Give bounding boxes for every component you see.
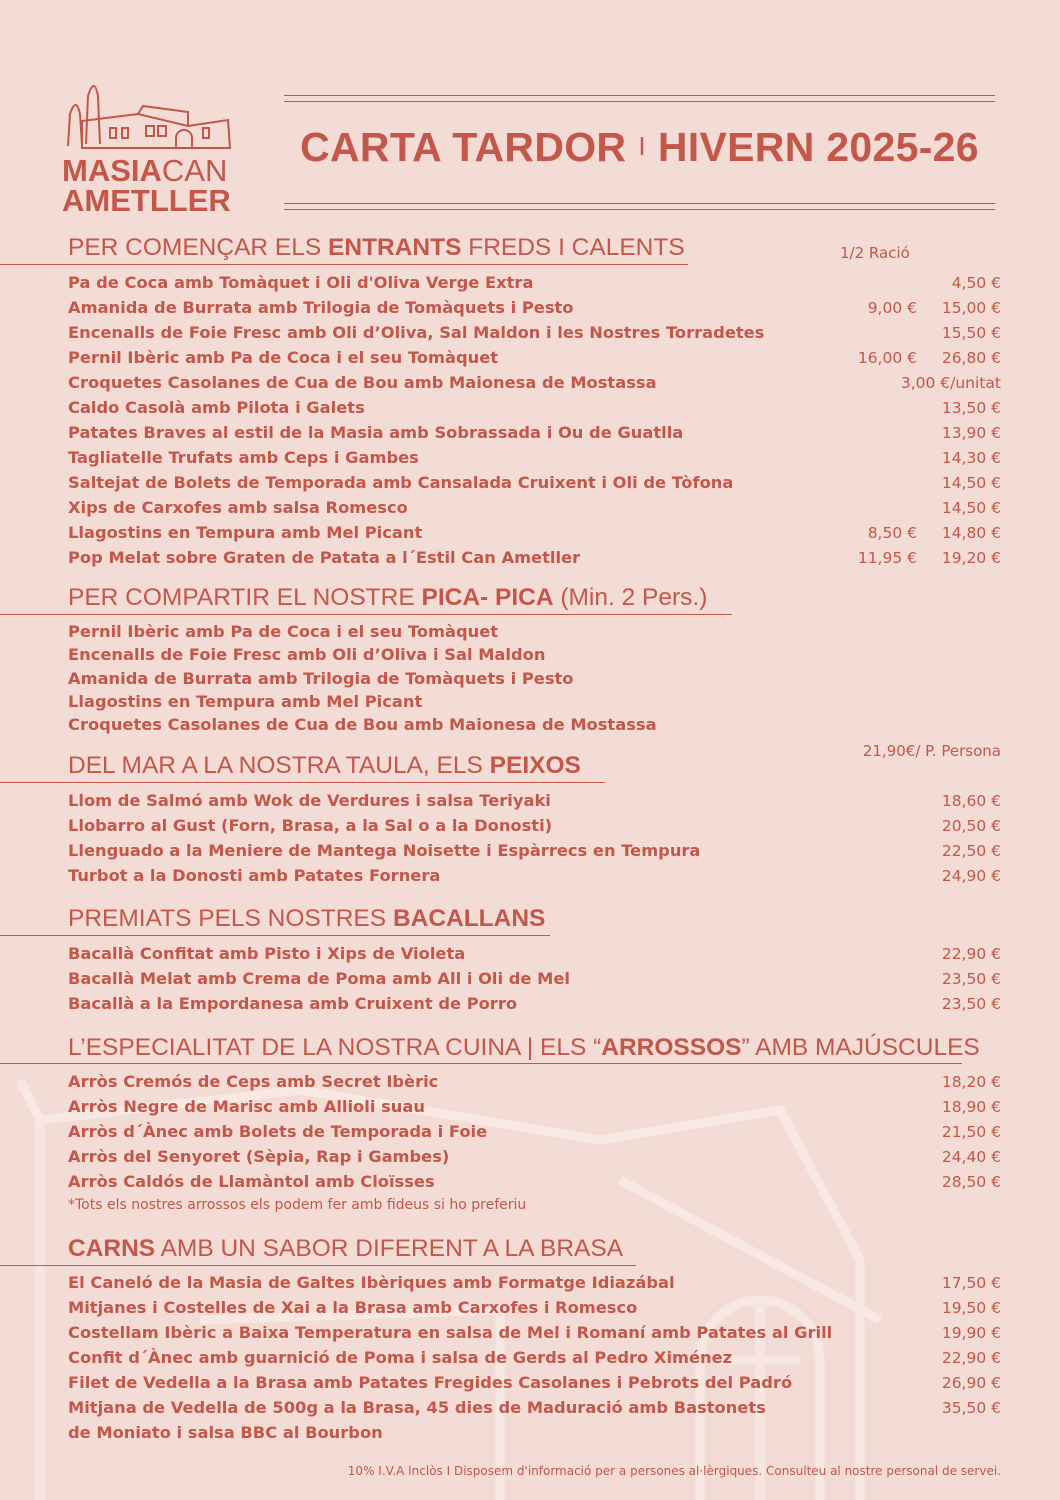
header-rule-top-2 bbox=[284, 101, 995, 102]
menu-item-price: 22,90 € bbox=[941, 945, 1001, 963]
menu-item-name: Llom de Salmó amb Wok de Verdures i salsa Teriyaki bbox=[68, 791, 551, 810]
section-title-carns: CARNS AMB UN SABOR DIFERENT A LA BRASA bbox=[68, 1235, 624, 1262]
brand-masia: MASIA bbox=[62, 153, 162, 188]
menu-item-price: 15,50 € bbox=[941, 324, 1001, 342]
menu-item-price: 15,00 € bbox=[941, 299, 1001, 317]
menu-item-price: 18,90 € bbox=[941, 1098, 1001, 1116]
menu-item-price: 17,50 € bbox=[941, 1274, 1001, 1292]
section-underline bbox=[0, 1265, 636, 1266]
menu-item-name: Encenalls de Foie Fresc amb Oli d’Oliva i Sal Maldon bbox=[68, 645, 546, 665]
menu-item-name: Pernil Ibèric amb Pa de Coca i el seu Tomàquet bbox=[68, 622, 499, 641]
menu-item-price: 26,80 € bbox=[941, 349, 1001, 367]
menu-item-price: 14,80 € bbox=[941, 524, 1001, 542]
pica-price-note: 21,90€/ P. Persona bbox=[862, 742, 1001, 760]
brand-ametller: AMETLLER bbox=[62, 183, 231, 218]
menu-item-price: 21,50 € bbox=[941, 1123, 1001, 1141]
menu-item-name: Bacallà Melat amb Crema de Poma amb All i Oli de Mel bbox=[68, 969, 570, 988]
menu-item-name: Arròs Caldós de Llamàntol amb Cloïsses bbox=[68, 1172, 435, 1191]
menu-item-price: 22,50 € bbox=[941, 842, 1001, 860]
menu-item-price: 14,50 € bbox=[941, 474, 1001, 492]
menu-item-name: Croquetes Casolanes de Cua de Bou amb Maionesa de Mostassa bbox=[68, 715, 657, 735]
masia-house-icon bbox=[58, 76, 238, 156]
menu-item-name: Pa de Coca amb Tomàquet i Oli d'Oliva Verge Extra bbox=[68, 273, 534, 292]
menu-item-price: 24,90 € bbox=[941, 867, 1001, 885]
menu-item-price: 19,20 € bbox=[941, 549, 1001, 567]
menu-item-half-price: 11,95 € bbox=[857, 549, 917, 567]
menu-item-price: 14,30 € bbox=[941, 449, 1001, 467]
menu-item-name: El Caneló de la Masia de Galtes Ibèriques amb Formatge Idiazábal bbox=[68, 1273, 675, 1292]
menu-item-price: 18,20 € bbox=[941, 1073, 1001, 1091]
menu-item-price: 23,50 € bbox=[941, 970, 1001, 988]
menu-item-name: Arròs Cremós de Ceps amb Secret Ibèric bbox=[68, 1072, 439, 1091]
menu-item-price: 26,90 € bbox=[941, 1374, 1001, 1392]
menu-item-name: Saltejat de Bolets de Temporada amb Cansalada Cruixent i Oli de Tòfona bbox=[68, 473, 734, 492]
menu-item-name: Bacallà Confitat amb Pisto i Xips de Violeta bbox=[68, 944, 466, 963]
arrossos-note: *Tots els nostres arrossos els podem fer amb fideus si ho preferiu bbox=[68, 1197, 527, 1213]
restaurant-logo bbox=[58, 76, 238, 216]
menu-item-name: Llagostins en Tempura amb Mel Picant bbox=[68, 523, 423, 542]
menu-item-price: 19,50 € bbox=[941, 1299, 1001, 1317]
menu-item-name: Amanida de Burrata amb Trilogia de Tomàquets i Pesto bbox=[68, 298, 574, 317]
section-title-pica: PER COMPARTIR EL NOSTRE PICA- PICA (Min. 2 Pers.) bbox=[68, 584, 708, 611]
menu-item-price: 14,50 € bbox=[941, 499, 1001, 517]
menu-item-name: Tagliatelle Trufats amb Ceps i Gambes bbox=[68, 448, 419, 467]
footer-note: 10% I.V.A Inclòs I Disposem d'informació per a persones al·lèrgiques. Consulteu al nostre personal de servei. bbox=[347, 1464, 1001, 1478]
menu-item-price: 19,90 € bbox=[941, 1324, 1001, 1342]
menu-item-name: Arròs Negre de Marisc amb Allioli suau bbox=[68, 1097, 425, 1116]
title-left: CARTA TARDOR bbox=[300, 124, 627, 170]
menu-item-name: Llagostins en Tempura amb Mel Picant bbox=[68, 691, 423, 711]
menu-item-price: 24,40 € bbox=[941, 1148, 1001, 1166]
section-title-bacallans: PREMIATS PELS NOSTRES BACALLANS bbox=[68, 905, 546, 932]
menu-item-name: Xips de Carxofes amb salsa Romesco bbox=[68, 498, 408, 517]
menu-item-name: Bacallà a la Empordanesa amb Cruixent de Porro bbox=[68, 994, 518, 1013]
menu-item-price: 35,50 € bbox=[941, 1399, 1001, 1417]
menu-item-price: 20,50 € bbox=[941, 817, 1001, 835]
header-rule-bottom-2 bbox=[284, 209, 995, 210]
menu-item-name: de Moniato i salsa BBC al Bourbon bbox=[68, 1423, 383, 1442]
menu-item-half-price: 8,50 € bbox=[867, 524, 917, 542]
section-underline bbox=[0, 1063, 962, 1064]
menu-item-name: Patates Braves al estil de la Masia amb Sobrassada i Ou de Guatlla bbox=[68, 423, 684, 442]
half-portion-label: 1/2 Ració bbox=[840, 244, 910, 262]
menu-item-price: 4,50 € bbox=[951, 274, 1001, 292]
menu-item-name: Arròs del Senyoret (Sèpia, Rap i Gambes) bbox=[68, 1147, 450, 1166]
menu-item-name: Llenguado a la Meniere de Mantega Noisette i Espàrrecs en Tempura bbox=[68, 841, 701, 860]
header-rule-top-1 bbox=[284, 95, 995, 96]
section-underline bbox=[0, 614, 732, 615]
header-rule-bottom-1 bbox=[284, 203, 995, 204]
menu-item-name: Mitjana de Vedella de 500g a la Brasa, 45 dies de Maduració amb Bastonets bbox=[68, 1398, 766, 1417]
menu-item-price: 22,90 € bbox=[941, 1349, 1001, 1367]
title-right: HIVERN 2025-26 bbox=[657, 124, 979, 170]
menu-item-name: Costellam Ibèric a Baixa Temperatura en salsa de Mel i Romaní amb Patates al Grill bbox=[68, 1323, 833, 1342]
section-underline bbox=[0, 782, 605, 783]
menu-item-name: Arròs d´Ànec amb Bolets de Temporada i Foie bbox=[68, 1122, 488, 1141]
title-separator: I bbox=[638, 131, 646, 161]
menu-item-price: 28,50 € bbox=[941, 1173, 1001, 1191]
menu-item-half-price: 16,00 € bbox=[857, 349, 917, 367]
section-title-entrants: PER COMENÇAR ELS ENTRANTS FREDS I CALENTS bbox=[68, 234, 685, 261]
menu-item-name: Encenalls de Foie Fresc amb Oli d’Oliva, Sal Maldon i les Nostres Torradetes bbox=[68, 323, 765, 342]
menu-item-name: Turbot a la Donosti amb Patates Fornera bbox=[68, 866, 441, 885]
menu-item-name: Confit d´Ànec amb guarnició de Poma i salsa de Gerds al Pedro Ximénez bbox=[68, 1348, 733, 1367]
section-underline bbox=[0, 264, 688, 265]
section-underline bbox=[0, 935, 550, 936]
section-title-arrossos: L’ESPECIALITAT DE LA NOSTRA CUINA | ELS “ARROSSOS” AMB MAJÚSCULES bbox=[68, 1034, 980, 1061]
menu-item-price: 23,50 € bbox=[941, 995, 1001, 1013]
menu-item-name: Filet de Vedella a la Brasa amb Patates Fregides Casolanes i Pebrots del Padró bbox=[68, 1373, 793, 1392]
menu-item-half-price: 9,00 € bbox=[867, 299, 917, 317]
menu-item-name: Pop Melat sobre Graten de Patata a l´Estil Can Ametller bbox=[68, 548, 581, 567]
menu-item-price: 13,50 € bbox=[941, 399, 1001, 417]
menu-item-name: Amanida de Burrata amb Trilogia de Tomàquets i Pesto bbox=[68, 668, 574, 688]
menu-item-name: Llobarro al Gust (Forn, Brasa, a la Sal o a la Donosti) bbox=[68, 816, 553, 835]
menu-item-price: 18,60 € bbox=[941, 792, 1001, 810]
section-title-peixos: DEL MAR A LA NOSTRA TAULA, ELS PEIXOS bbox=[68, 752, 581, 779]
brand-can: CAN bbox=[161, 153, 228, 188]
page-title bbox=[284, 124, 995, 171]
menu-item-name: Mitjanes i Costelles de Xai a la Brasa amb Carxofes i Romesco bbox=[68, 1298, 638, 1317]
menu-item-name: Croquetes Casolanes de Cua de Bou amb Maionesa de Mostassa bbox=[68, 373, 657, 392]
menu-item-name: Pernil Ibèric amb Pa de Coca i el seu Tomàquet bbox=[68, 348, 499, 367]
menu-item-price: 13,90 € bbox=[941, 424, 1001, 442]
menu-item-price: 3,00 €/unitat bbox=[900, 374, 1001, 392]
menu-item-name: Caldo Casolà amb Pilota i Galets bbox=[68, 398, 365, 417]
